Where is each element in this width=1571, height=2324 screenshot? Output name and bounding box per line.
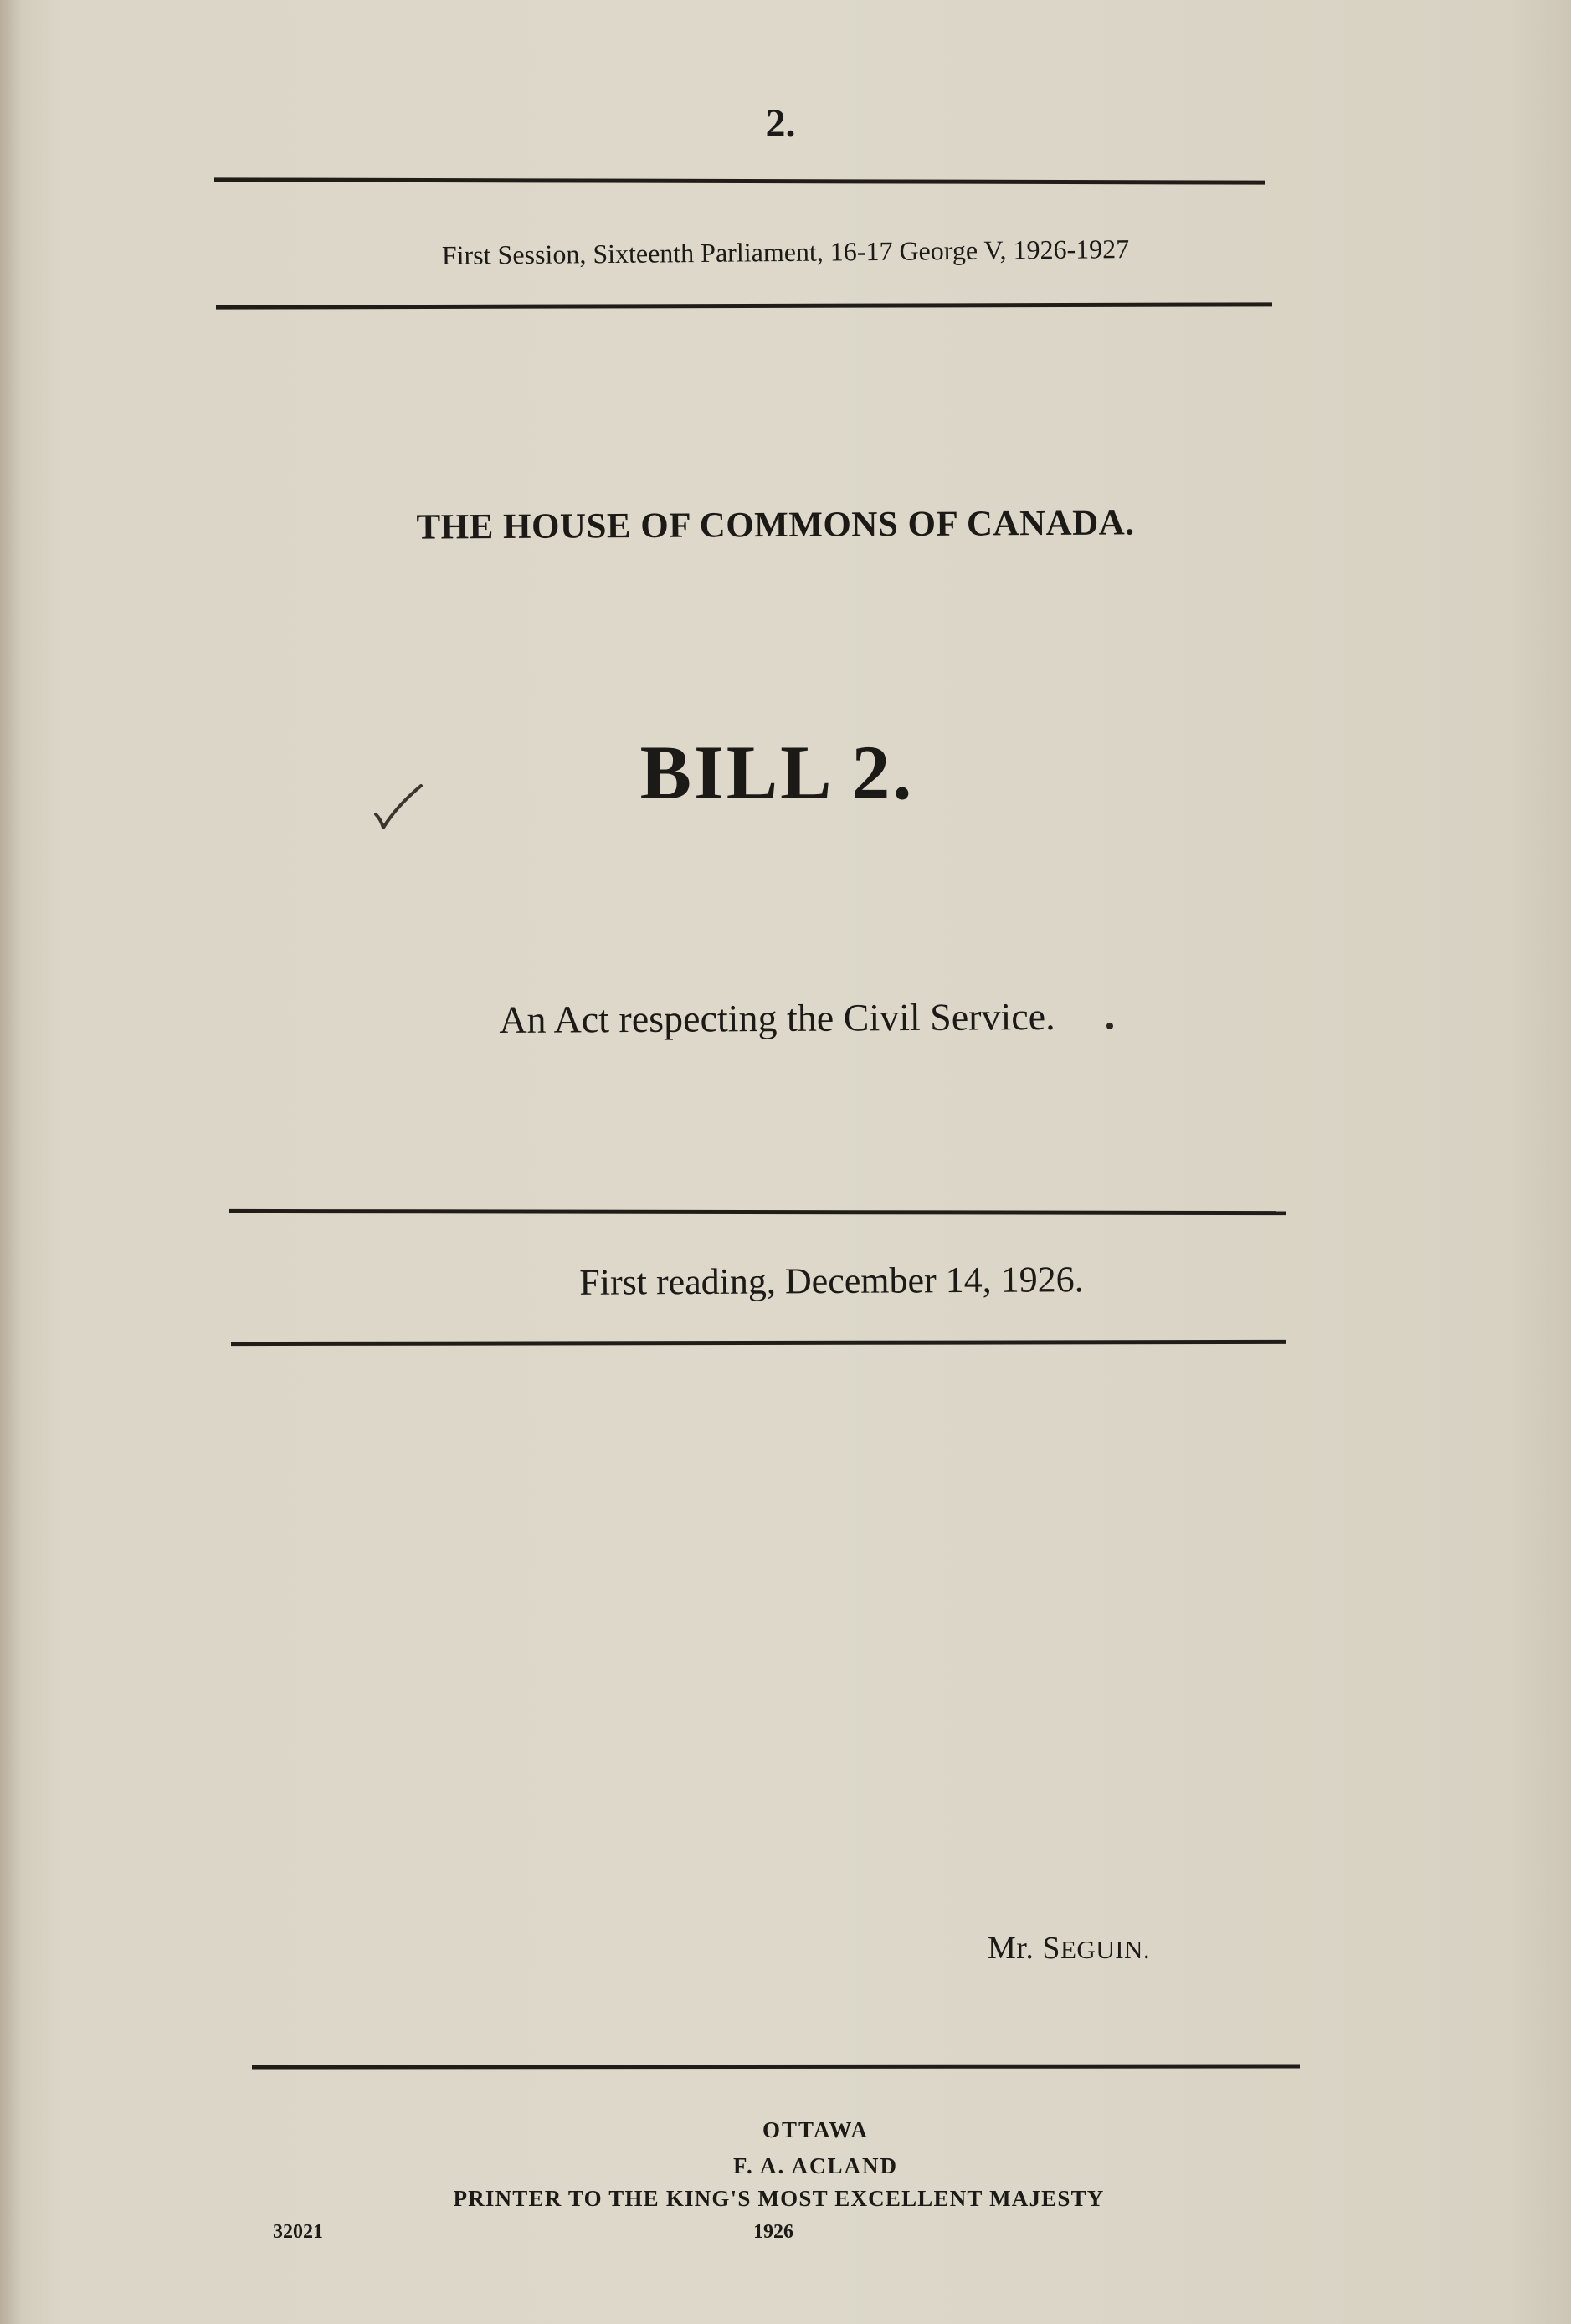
session-line: First Session, Sixteenth Parliament, 16-17 George V, 1926-1927 xyxy=(441,233,1130,270)
top-rule xyxy=(214,177,1265,184)
reading-top-rule xyxy=(229,1209,1286,1215)
check-mark-icon xyxy=(373,782,424,834)
imprint-city: OTTAWA xyxy=(762,2117,870,2142)
page-number: 2. xyxy=(765,101,796,146)
reading-bottom-rule xyxy=(231,1340,1286,1346)
member-name xyxy=(988,1930,1150,1967)
imprint-printer-title: PRINTER TO THE KING'S MOST EXCELLENT MAJESTY xyxy=(453,2186,1105,2211)
member-prefix: Mr. S xyxy=(988,1931,1060,1966)
print-code: 32021 xyxy=(273,2221,323,2243)
first-reading-line: First reading, December 14, 1926. xyxy=(579,1259,1084,1303)
session-bottom-rule xyxy=(216,302,1272,309)
ink-dot xyxy=(1106,1023,1113,1029)
member-surname: EGUIN. xyxy=(1060,1935,1151,1964)
house-title: THE HOUSE OF COMMONS OF CANADA. xyxy=(416,503,1135,547)
page-left-edge-shadow xyxy=(0,0,22,2324)
bill-title: BILL 2. xyxy=(639,730,915,815)
act-title: An Act respecting the Civil Service. xyxy=(499,994,1055,1042)
imprint-printer: F. A. ACLAND xyxy=(732,2153,899,2178)
imprint-top-rule xyxy=(252,2064,1300,2069)
print-year: 1926 xyxy=(753,2221,793,2243)
